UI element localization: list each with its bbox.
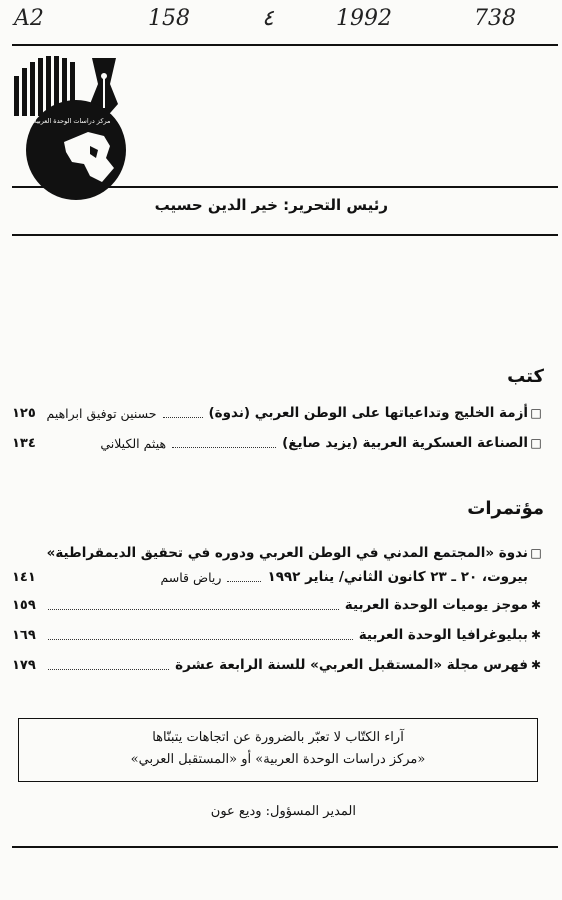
entry-author: هيثم الكيلاني	[100, 435, 167, 451]
entry-page: ١٣٤	[12, 435, 36, 451]
entry-title: فهرس مجلة «المستقبل العربي» للسنة الرابعة عشرة	[175, 657, 528, 673]
entry-page: ١٧٩	[12, 657, 36, 673]
asterisk-icon: ✱	[530, 628, 542, 642]
bottom-rule	[12, 846, 558, 848]
books-heading: كتب	[507, 366, 544, 387]
logo-caption: مركز دراسات الوحدة العربية	[33, 117, 111, 125]
leader-dots	[48, 639, 353, 640]
entry-author: حسنين توفيق ابراهيم	[46, 405, 157, 421]
toc-entry[interactable]	[12, 542, 544, 564]
toc-entry[interactable]	[12, 432, 544, 454]
editor-in-chief: رئيس التحرير: خير الدين حسيب	[154, 196, 388, 214]
conference-subtitle: بيروت، ٢٠ ـ ٢٣ كانون الثاني/ يناير ١٩٩٢	[267, 569, 528, 585]
header-rule-top	[12, 186, 558, 188]
entry-page: ١٤١	[12, 569, 36, 585]
leader-dots	[172, 447, 276, 448]
entry-page: ١٦٩	[12, 627, 36, 643]
asterisk-icon: ✱	[530, 658, 542, 672]
conference-subtitle-row	[12, 566, 544, 588]
entry-page: ١٥٩	[12, 597, 36, 613]
toc-entry[interactable]	[12, 654, 544, 676]
handwritten-mark-a2: A2	[14, 6, 44, 31]
toc-entry[interactable]	[12, 624, 544, 646]
checkbox-square-icon: □	[530, 546, 542, 560]
entry-title: موجز يوميات الوحدة العربية	[344, 597, 528, 613]
handwritten-mark-issue: ٤	[262, 6, 274, 31]
leader-dots	[48, 609, 339, 610]
disclaimer-box	[18, 718, 538, 782]
handwritten-mark-738: 738	[474, 6, 516, 31]
disclaimer-line: آراء الكتّاب لا تعبّر بالضرورة عن اتجاهات يتبنّاها	[152, 730, 404, 745]
center-logo-icon	[6, 50, 146, 202]
entry-title: الصناعة العسكرية العربية (يزيد صايغ)	[282, 435, 528, 451]
disclaimer-line: «مركز دراسات الوحدة العربية» أو «المستقبل العربي»	[130, 752, 426, 767]
entry-title: أزمة الخليج وتداعياتها على الوطن العربي (ندوة)	[208, 405, 528, 421]
header-rule-bottom	[12, 234, 558, 236]
handwritten-mark-158: 158	[148, 6, 190, 31]
entry-title: ببليوغرافيا الوحدة العربية	[358, 627, 528, 643]
leader-dots	[163, 417, 203, 418]
toc-entry[interactable]	[12, 402, 544, 424]
asterisk-icon: ✱	[530, 598, 542, 612]
conferences-heading: مؤتمرات	[467, 498, 544, 519]
leader-dots	[48, 669, 169, 670]
managing-director: المدير المسؤول: وديع عون	[210, 804, 356, 819]
entry-page: ١٢٥	[12, 405, 36, 421]
entry-author: رياض قاسم	[160, 569, 222, 585]
toc-entry[interactable]	[12, 594, 544, 616]
entry-title: ندوة «المجتمع المدني في الوطن العربي ودوره في تحقيق الديمقراطية»	[46, 545, 528, 561]
top-rule	[12, 44, 558, 46]
checkbox-square-icon: □	[530, 406, 542, 420]
checkbox-square-icon: □	[530, 436, 542, 450]
leader-dots	[227, 581, 261, 582]
handwritten-mark-year: 1992	[336, 6, 392, 31]
